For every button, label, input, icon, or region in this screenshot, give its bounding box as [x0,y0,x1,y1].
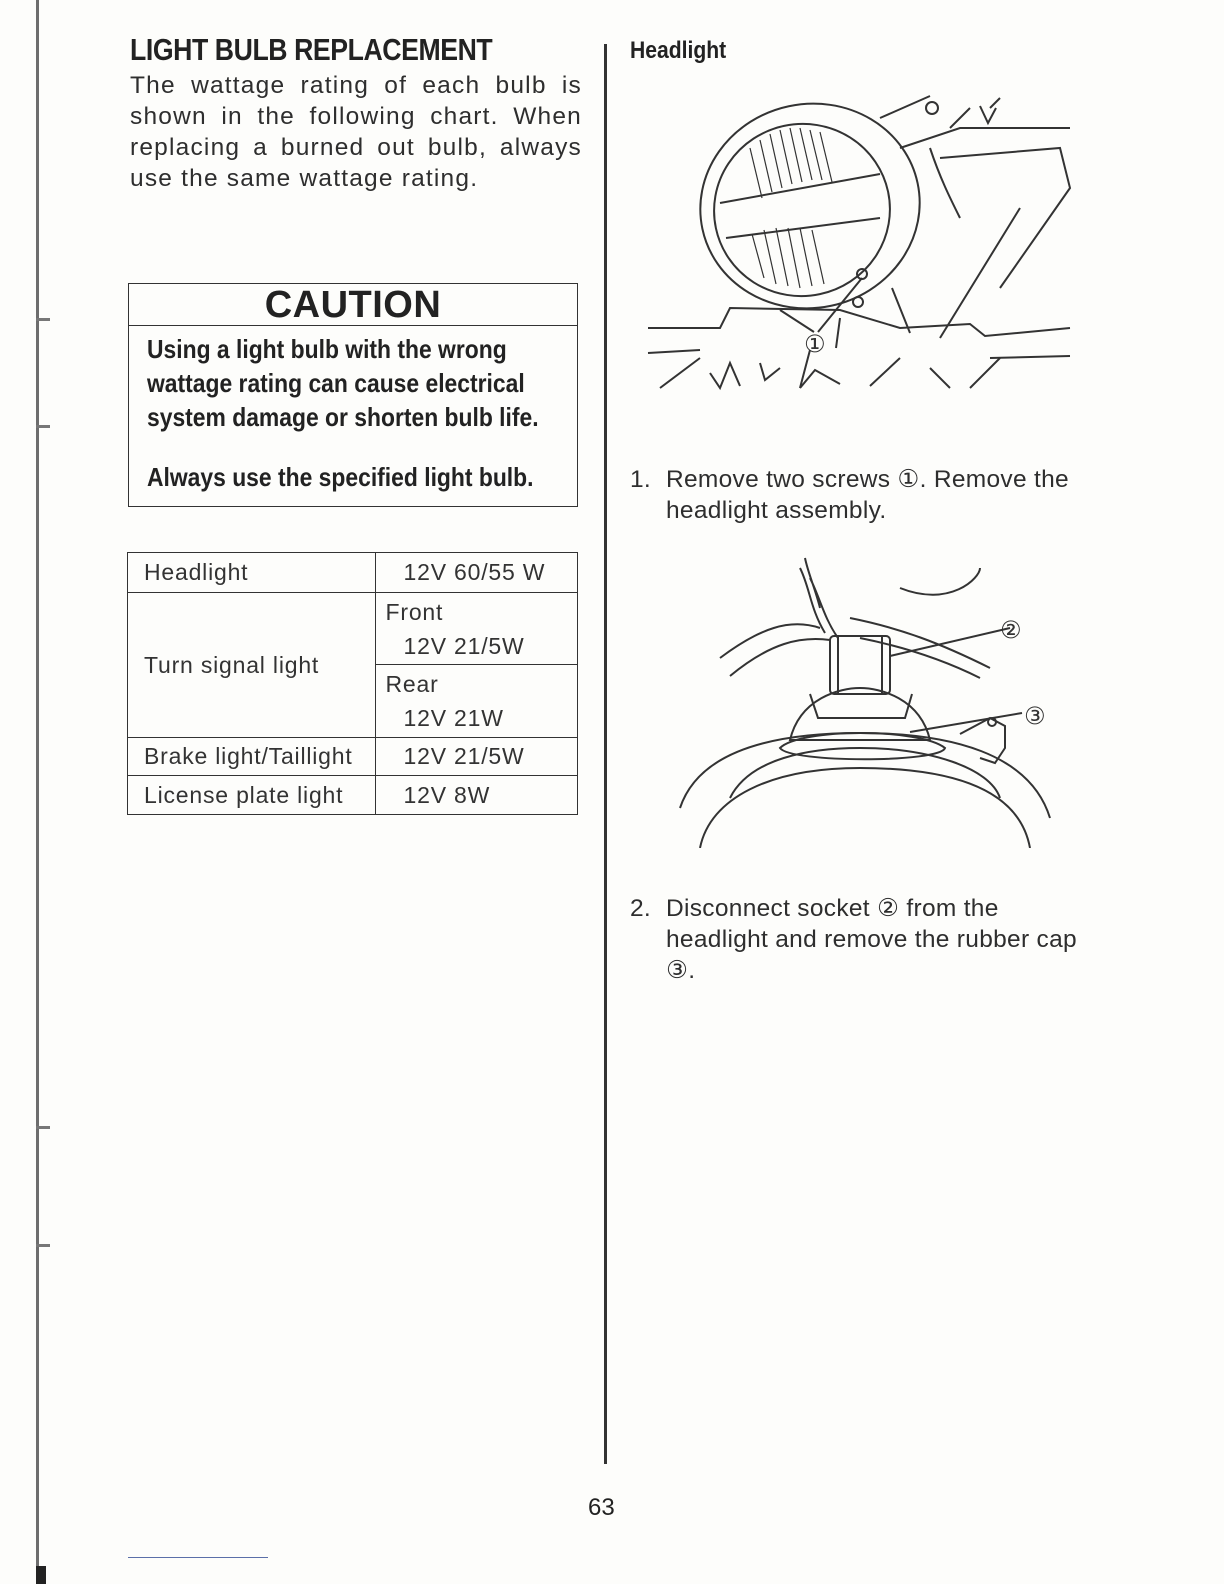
step-2 [630,893,1086,986]
bulb-wattage: 12V 60/55 W [375,553,577,593]
caution-text [147,332,539,434]
side-value: 12V 21W [403,705,504,731]
bulb-name: Headlight [128,553,376,593]
step-1 [630,464,1086,526]
bulb-wattage: 12V 8W [375,776,577,815]
scan-mark [36,1126,50,1129]
step-number: 1. [630,466,652,493]
table-row [128,738,578,776]
step-number: 2. [630,895,652,922]
caution-line: wattage rating can cause electrical [147,368,525,398]
caution-line: Using a light bulb with the wrong [147,334,507,364]
table-row [128,593,578,665]
caution-instruction: Always use the specified light bulb. [147,462,534,492]
column-divider [604,44,607,1464]
socket-figure [660,548,1080,848]
caution-box [128,283,578,507]
table-row [128,776,578,815]
bulb-wattage-front [375,593,577,665]
subsection-title: Headlight [630,37,727,64]
caution-line: system damage or shorten bulb life. [147,402,539,432]
bulb-wattage-table [127,552,578,815]
figure-callout: ② [1000,617,1022,644]
figure-callout: ① [804,331,826,358]
bulb-name: Brake light/Taillight [128,738,376,776]
section-title: LIGHT BULB REPLACEMENT [130,32,493,67]
scan-mark [36,318,50,321]
scan-corner-mark [36,1566,46,1584]
bulb-wattage: 12V 21/5W [375,738,577,776]
bulb-name: License plate light [128,776,376,815]
caution-heading: CAUTION [129,284,577,326]
side-label: Front [385,598,444,625]
bulb-name: Turn signal light [128,593,376,738]
headlight-figure [640,88,1080,418]
intro-paragraph: The wattage rating of each bulb is shown in the following chart. When replacing a burned out bulb, always use the same wattage rating. [130,72,582,192]
scan-mark [36,425,50,428]
step-text: Disconnect socket ② from the headlight and remove the rubber cap ③. [666,895,1077,984]
figure-callout: ③ [1024,703,1046,730]
side-label: Rear [385,671,439,697]
scan-mark [36,1244,50,1247]
step-text: Remove two screws ①. Remove the headlight assembly. [666,466,1069,524]
scan-edge [36,0,39,1584]
bulb-wattage-rear [375,665,577,738]
page-number: 63 [588,1494,615,1521]
side-value: 12V 21/5W [403,632,525,659]
table-row [128,553,578,593]
scan-line [128,1557,268,1558]
